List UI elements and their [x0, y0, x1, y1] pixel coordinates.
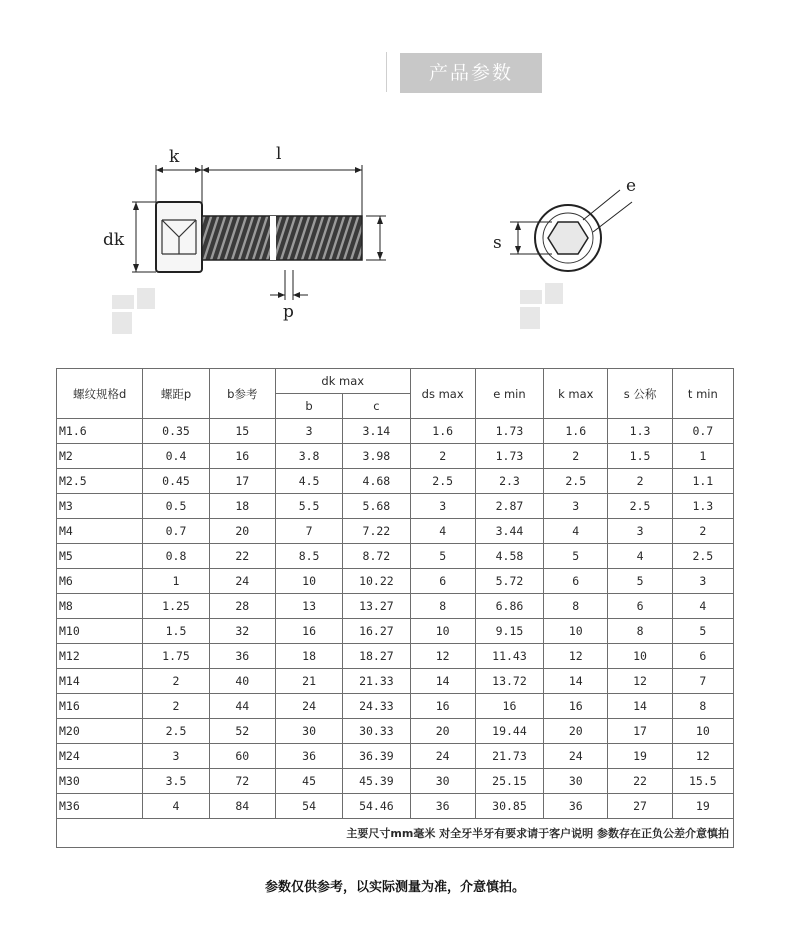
table-cell: 18	[275, 644, 342, 669]
table-cell: 15	[209, 419, 275, 444]
header-t-min: t min	[672, 369, 733, 419]
table-cell: 8.72	[343, 544, 410, 569]
table-cell: 12	[544, 644, 608, 669]
table-cell: 84	[209, 794, 275, 819]
table-cell: 72	[209, 769, 275, 794]
table-cell: 25.15	[475, 769, 543, 794]
table-cell: 11.43	[475, 644, 543, 669]
table-cell: 8	[672, 694, 733, 719]
table-cell: 3.5	[143, 769, 209, 794]
table-cell: 2	[143, 669, 209, 694]
table-cell: 4	[544, 519, 608, 544]
table-cell: 10	[544, 619, 608, 644]
table-cell: 32	[209, 619, 275, 644]
table-cell: 8	[544, 594, 608, 619]
table-cell: 3	[143, 744, 209, 769]
table-cell: 7	[672, 669, 733, 694]
table-cell: 8	[410, 594, 475, 619]
table-cell: 1.25	[143, 594, 209, 619]
table-cell: 20	[410, 719, 475, 744]
table-cell: 24	[209, 569, 275, 594]
table-cell: 2.87	[475, 494, 543, 519]
table-row	[57, 469, 734, 494]
table-cell: 40	[209, 669, 275, 694]
table-cell: 16	[209, 444, 275, 469]
table-row	[57, 719, 734, 744]
table-cell: M10	[57, 619, 143, 644]
header-dk-b: b	[275, 394, 342, 419]
table-cell: 0.7	[143, 519, 209, 544]
table-cell: 2	[608, 469, 672, 494]
table-cell: 21.33	[343, 669, 410, 694]
table-cell: M2.5	[57, 469, 143, 494]
table-cell: 0.8	[143, 544, 209, 569]
table-cell: 36	[275, 744, 342, 769]
table-cell: 13.27	[343, 594, 410, 619]
table-cell: 1.6	[544, 419, 608, 444]
table-cell: 21.73	[475, 744, 543, 769]
table-cell: 18.27	[343, 644, 410, 669]
table-cell: 45	[275, 769, 342, 794]
table-cell: 16	[544, 694, 608, 719]
table-cell: M8	[57, 594, 143, 619]
table-cell: 9.15	[475, 619, 543, 644]
table-cell: M20	[57, 719, 143, 744]
table-cell: 1.3	[608, 419, 672, 444]
table-cell: 12	[672, 744, 733, 769]
table-cell: 27	[608, 794, 672, 819]
table-cell: 22	[608, 769, 672, 794]
table-cell: 21	[275, 669, 342, 694]
table-cell: 5.5	[275, 494, 342, 519]
table-cell: 45.39	[343, 769, 410, 794]
table-cell: 16	[410, 694, 475, 719]
table-cell: 3	[410, 494, 475, 519]
table-cell: 6	[410, 569, 475, 594]
table-cell: 14	[410, 669, 475, 694]
dim-label-e: e	[626, 176, 637, 196]
table-cell: 12	[608, 669, 672, 694]
header-k-max: k max	[544, 369, 608, 419]
table-cell: 17	[608, 719, 672, 744]
table-cell: 24	[544, 744, 608, 769]
banner-title: 产品参数	[400, 53, 542, 93]
table-row	[57, 669, 734, 694]
table-cell: 1.73	[475, 419, 543, 444]
table-cell: 1	[672, 444, 733, 469]
table-cell: 16.27	[343, 619, 410, 644]
table-cell: 13	[275, 594, 342, 619]
table-cell: M14	[57, 669, 143, 694]
table-cell: M24	[57, 744, 143, 769]
table-row	[57, 519, 734, 544]
table-cell: 6.86	[475, 594, 543, 619]
footer-disclaimer: 参数仅供参考，以实际测量为准，介意慎拍。	[264, 880, 525, 895]
table-cell: M12	[57, 644, 143, 669]
table-cell: 4	[672, 594, 733, 619]
table-cell: 0.35	[143, 419, 209, 444]
table-cell: 30	[275, 719, 342, 744]
table-cell: 3	[608, 519, 672, 544]
header-dk-c: c	[343, 394, 410, 419]
table-cell: M1.6	[57, 419, 143, 444]
table-cell: 20	[209, 519, 275, 544]
table-row	[57, 644, 734, 669]
table-cell: 18	[209, 494, 275, 519]
table-cell: 28	[209, 594, 275, 619]
table-cell: 2	[672, 519, 733, 544]
table-cell: M36	[57, 794, 143, 819]
table-cell: 30.33	[343, 719, 410, 744]
table-cell: 19.44	[475, 719, 543, 744]
table-cell: 4	[410, 519, 475, 544]
table-cell: 2.5	[608, 494, 672, 519]
table-cell: 3.44	[475, 519, 543, 544]
header-ds-max: ds max	[410, 369, 475, 419]
table-cell: 2.5	[544, 469, 608, 494]
table-row	[57, 619, 734, 644]
table-cell: 10	[672, 719, 733, 744]
table-row	[57, 794, 734, 819]
table-cell: 36	[544, 794, 608, 819]
table-cell: 3.8	[275, 444, 342, 469]
table-cell: M3	[57, 494, 143, 519]
table-cell: 16	[275, 619, 342, 644]
table-cell: 0.45	[143, 469, 209, 494]
table-cell: 0.5	[143, 494, 209, 519]
table-cell: 13.72	[475, 669, 543, 694]
table-cell: 5	[672, 619, 733, 644]
banner-divider	[386, 52, 387, 92]
table-cell: 44	[209, 694, 275, 719]
table-cell: 60	[209, 744, 275, 769]
table-row	[57, 769, 734, 794]
table-cell: 3	[544, 494, 608, 519]
header-e-min: e min	[475, 369, 543, 419]
table-cell: 2	[410, 444, 475, 469]
table-cell: 19	[672, 794, 733, 819]
table-cell: 4.58	[475, 544, 543, 569]
table-cell: 4.68	[343, 469, 410, 494]
table-cell: 0.7	[672, 419, 733, 444]
table-cell: 24	[410, 744, 475, 769]
dim-label-s: s	[493, 233, 502, 253]
header-b-ref: b参考	[209, 369, 275, 419]
table-cell: 16	[475, 694, 543, 719]
dim-label-k: k	[169, 147, 180, 167]
table-cell: 24.33	[343, 694, 410, 719]
table-cell: 8.5	[275, 544, 342, 569]
table-cell: 36	[209, 644, 275, 669]
spec-table	[56, 368, 734, 848]
table-cell: 10	[608, 644, 672, 669]
table-row	[57, 494, 734, 519]
table-row	[57, 594, 734, 619]
table-note: 主要尺寸mm毫米 对全牙半牙有要求请于客户说明 参数存在正负公差介意慎拍	[57, 819, 734, 848]
table-cell: 22	[209, 544, 275, 569]
table-cell: 1.5	[608, 444, 672, 469]
table-cell: 1.73	[475, 444, 543, 469]
header-dk-max: dk max	[275, 369, 410, 394]
table-cell: 4	[608, 544, 672, 569]
table-cell: 1	[143, 569, 209, 594]
table-cell: 4.5	[275, 469, 342, 494]
table-cell: 4	[143, 794, 209, 819]
table-cell: 19	[608, 744, 672, 769]
table-cell: 6	[608, 594, 672, 619]
table-cell: M5	[57, 544, 143, 569]
table-cell: 14	[544, 669, 608, 694]
table-cell: 3	[672, 569, 733, 594]
table-cell: 1.1	[672, 469, 733, 494]
table-cell: 1.6	[410, 419, 475, 444]
header-pitch: 螺距p	[143, 369, 209, 419]
table-cell: 2.5	[143, 719, 209, 744]
table-cell: 24	[275, 694, 342, 719]
table-cell: 30	[410, 769, 475, 794]
dim-label-dk: dk	[103, 230, 125, 250]
table-row	[57, 569, 734, 594]
table-cell: 20	[544, 719, 608, 744]
table-cell: 30.85	[475, 794, 543, 819]
table-cell: 30	[544, 769, 608, 794]
dim-label-l: l	[276, 144, 282, 164]
table-cell: 2	[544, 444, 608, 469]
header-thread-spec: 螺纹规格d	[57, 369, 143, 419]
table-cell: 15.5	[672, 769, 733, 794]
table-cell: 17	[209, 469, 275, 494]
table-cell: 5	[608, 569, 672, 594]
table-cell: 36.39	[343, 744, 410, 769]
table-cell: 54	[275, 794, 342, 819]
table-cell: 7.22	[343, 519, 410, 544]
table-cell: 2	[143, 694, 209, 719]
table-cell: 6	[544, 569, 608, 594]
table-cell: M30	[57, 769, 143, 794]
table-cell: 5.72	[475, 569, 543, 594]
table-cell: M4	[57, 519, 143, 544]
table-row	[57, 444, 734, 469]
table-cell: 0.4	[143, 444, 209, 469]
dim-label-p: p	[283, 302, 294, 322]
table-cell: 10	[275, 569, 342, 594]
table-row	[57, 694, 734, 719]
table-cell: 36	[410, 794, 475, 819]
table-cell: 5	[410, 544, 475, 569]
table-cell: 3.14	[343, 419, 410, 444]
table-cell: 6	[672, 644, 733, 669]
table-cell: 2.3	[475, 469, 543, 494]
table-cell: 5	[544, 544, 608, 569]
table-cell: 3.98	[343, 444, 410, 469]
table-row	[57, 419, 734, 444]
table-cell: 5.68	[343, 494, 410, 519]
table-cell: M16	[57, 694, 143, 719]
table-cell: 8	[608, 619, 672, 644]
header-s-nominal: s 公称	[608, 369, 672, 419]
table-cell: 12	[410, 644, 475, 669]
table-cell: 10	[410, 619, 475, 644]
table-cell: M6	[57, 569, 143, 594]
table-cell: M2	[57, 444, 143, 469]
table-cell: 1.75	[143, 644, 209, 669]
table-cell: 7	[275, 519, 342, 544]
table-row	[57, 744, 734, 769]
table-cell: 3	[275, 419, 342, 444]
table-cell: 52	[209, 719, 275, 744]
table-cell: 14	[608, 694, 672, 719]
table-cell: 1.5	[143, 619, 209, 644]
table-cell: 54.46	[343, 794, 410, 819]
table-row	[57, 544, 734, 569]
table-cell: 2.5	[410, 469, 475, 494]
table-cell: 2.5	[672, 544, 733, 569]
table-cell: 1.3	[672, 494, 733, 519]
spec-table-body	[57, 419, 734, 819]
table-cell: 10.22	[343, 569, 410, 594]
